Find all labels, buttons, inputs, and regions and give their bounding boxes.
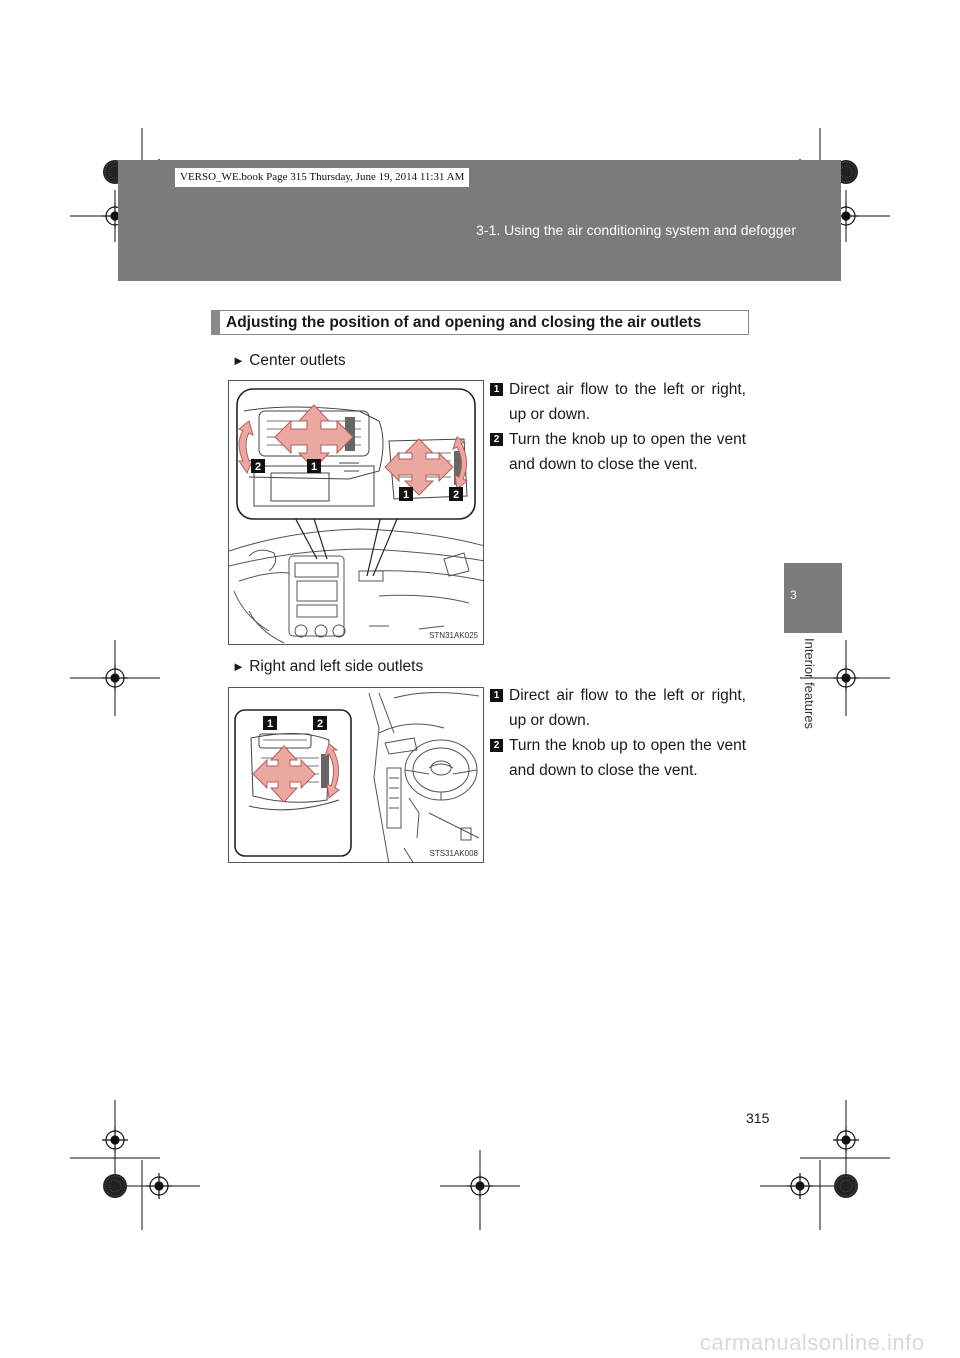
step-number-badge: 1 [490,689,503,702]
chapter-tab-label: Interior features [802,638,817,730]
callout-label: 1 [310,461,318,473]
side-outlets-illustration [228,687,484,863]
side-step-1 [490,683,746,733]
figure-code: STN31AK025 [429,631,478,640]
chapter-tab-number: 3 [790,588,797,602]
footer-watermark-url: carmanualsonline.info [700,1330,925,1355]
center-outlets-drawing [229,381,484,645]
section-heading-text: Adjusting the position of and opening and closing the air outlets [226,314,702,331]
callout-label: 1 [266,718,274,730]
subsection-title: Center outlets [249,352,346,369]
figure-code: STS31AK008 [429,849,478,858]
center-outlets-illustration [228,380,484,645]
center-step-2 [490,427,746,477]
step-text: Turn the knob up to open the vent and down to close the vent. [509,737,746,779]
triangle-bullet-icon: ► [232,353,245,368]
callout-label: 2 [254,461,262,473]
center-step-1 [490,377,746,427]
book-print-stamp: VERSO_WE.book Page 315 Thursday, June 19, 2014 11:31 AM [175,168,469,187]
side-step-2 [490,733,746,783]
side-outlets-drawing [229,688,484,863]
subsection-title: Right and left side outlets [249,658,424,675]
triangle-bullet-icon: ► [232,659,245,674]
step-text: Direct air flow to the left or right, up or down. [509,687,746,729]
page-number: 315 [746,1110,770,1126]
step-number-badge: 1 [490,383,503,396]
callout-label: 2 [316,718,324,730]
subsection-side-outlets [232,658,423,676]
section-heading [211,310,749,335]
callout-label: 2 [452,489,460,501]
step-number-badge: 2 [490,739,503,752]
step-text: Direct air flow to the left or right, up or down. [509,381,746,423]
section-heading-bar [212,311,220,334]
running-header-title: 3-1. Using the air conditioning system and defogger [476,222,796,238]
subsection-center-outlets [232,352,346,370]
callout-label: 1 [402,489,410,501]
step-text: Turn the knob up to open the vent and down to close the vent. [509,431,746,473]
step-number-badge: 2 [490,433,503,446]
